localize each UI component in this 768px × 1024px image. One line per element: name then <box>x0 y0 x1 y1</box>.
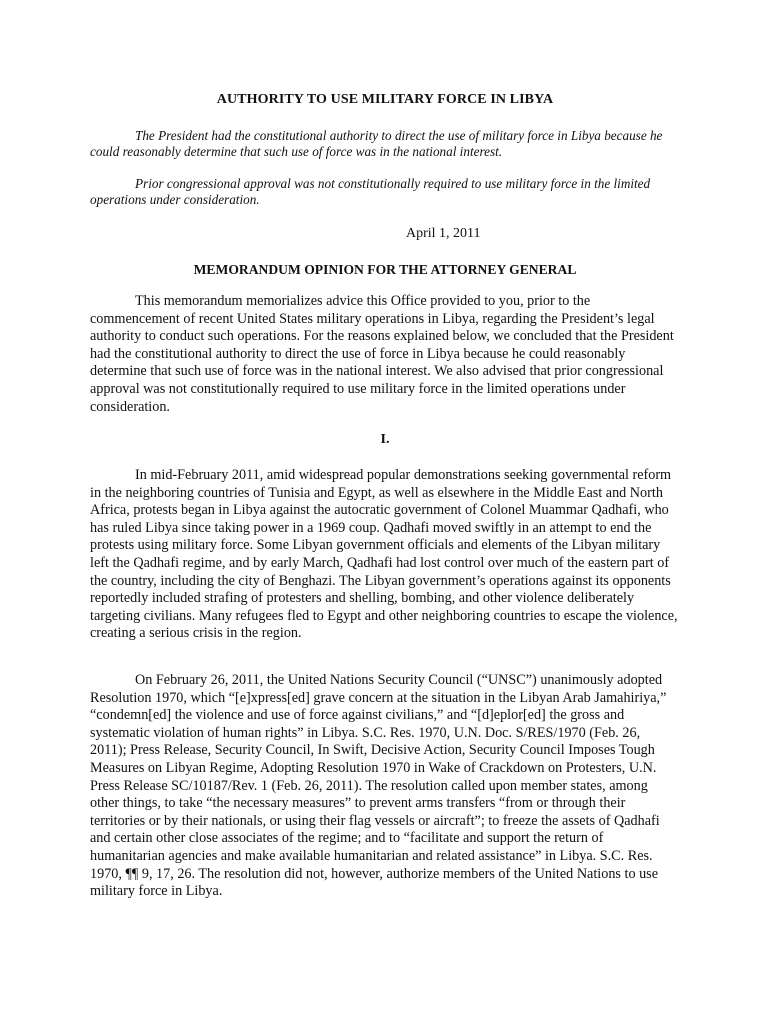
section-paragraph-2: On February 26, 2011, the United Nations Security Council (“UNSC”) unanimously adopted Resolution 1970, which “[e]xpress[ed] grave concern at the situation in the Libyan Arab Jamahiriya,” “condemn[ed] the violence and use of force against civilians,” and “[d]eplor[ed] the gross and systematic violation of human rights” in Libya. S.C. Res. 1970, U.N. Doc. S/RES/1970 (Feb. 26, 2011); Press Release, Security Council, In Swift, Decisive Action, Security Council Imposes Tough Measures on Libyan Regime, Adopting Resolution 1970 in Wake of Crackdown on Protesters, U.N. Press Release SC/10187/Rev. 1 (Feb. 26, 2011). The resolution called upon member states, among other things, to take “the necessary measures” to prevent arms transfers “from or through their territories or by their nationals, or using their flag vessels or aircraft”; to freeze the assets of Qadhafi and certain other close associates of the regime; and to “facilitate and support the return of humanitarian agencies and make available humanitarian and related assistance” in Libya. S.C. Res. 1970, ¶¶ 9, 17, 26. The resolution did not, however, authorize members of the United Nations to use military force in Libya. <box>90 672 667 900</box>
document-date: April 1, 2011 <box>406 226 481 241</box>
intro-paragraph: This memorandum memorializes advice this Office provided to you, prior to the commencement of recent United States military operations in Libya, regarding the President’s legal authority to conduct such operations. For the reasons explained below, we concluded that the President had the constitutional authority to direct the use of force in Libya because he could reasonably determine that such use of force was in the national interest. We also advised that prior congressional approval was not constitutionally required to use military force in the limited operations under consideration. <box>90 293 674 415</box>
headnote-1: The President had the constitutional authority to direct the use of military force in Libya because he could reasonably determine that such use of force was in the national interest. <box>90 128 663 159</box>
document-title: AUTHORITY TO USE MILITARY FORCE IN LIBYA <box>216 92 554 107</box>
section-paragraph-1: In mid-February 2011, amid widespread popular demonstrations seeking governmental reform in the neighboring countries of Tunisia and Egypt, as well as elsewhere in the Middle East and North Africa, protests began in Libya against the autocratic government of Colonel Muammar Qadhafi, who has ruled Libya since taking power in a 1969 coup. Qadhafi moved swiftly in an attempt to end the protests using military force. Some Libyan government officials and elements of the Libyan military left the Qadhafi regime, and by early March, Qadhafi had lost control over much of the eastern part of the country, including the city of Benghazi. The Libyan government’s operations against its opponents reportedly included strafing of protesters and shelling, bombing, and other violence deliberately targeting civilians. Many refugees fled to Egypt and other neighboring countries to escape the violence, creating a serious crisis in the region. <box>90 467 678 642</box>
memo-heading: MEMORANDUM OPINION FOR THE ATTORNEY GENERAL <box>193 262 577 277</box>
section-number: I. <box>380 432 390 447</box>
headnote-2: Prior congressional approval was not constitutionally required to use military force in the limited operations under consideration. <box>90 176 651 207</box>
